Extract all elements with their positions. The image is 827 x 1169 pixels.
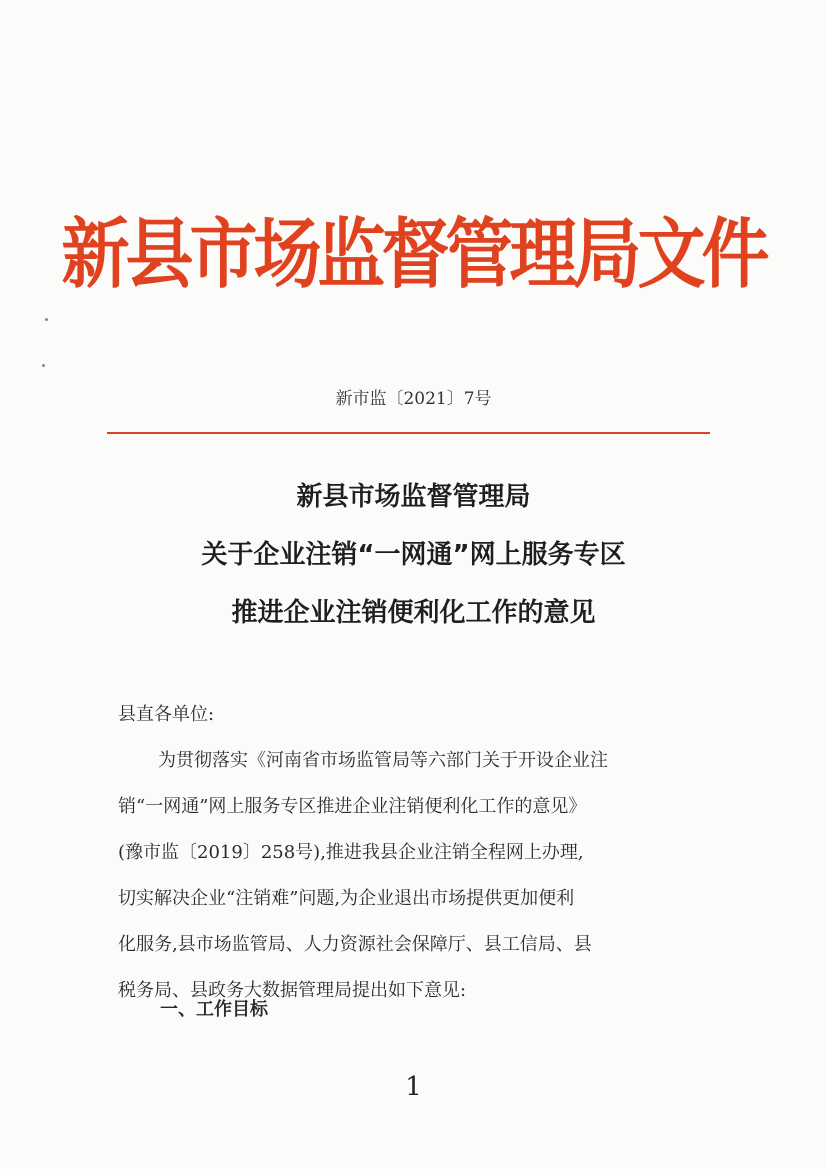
page-number: 1 (405, 1072, 422, 1102)
paragraph-line: (豫市监〔2019〕258号),推进我县企业注销全程网上办理, (118, 842, 584, 863)
paragraph-line: 税务局、县政务大数据管理局提出如下意见: (118, 980, 467, 1001)
document-number: 新市监〔2021〕7号 (335, 389, 492, 409)
title-line-1: 新县市场监督管理局 (296, 482, 531, 512)
title-line-3: 推进企业注销便利化工作的意见 (231, 598, 596, 628)
paragraph-line: 化服务,县市场监管局、人力资源社会保障厅、县工信局、县 (118, 934, 592, 955)
paragraph-line: 切实解决企业“注销难”问题,为企业退出市场提供更加便利 (118, 888, 575, 909)
section-heading: 一、工作目标 (160, 999, 268, 1020)
salutation: 县直各单位: (118, 704, 215, 725)
title-line-2: 关于企业注销“一网通”网上服务专区 (201, 540, 626, 570)
body-paragraph (118, 738, 718, 1014)
scan-speck (45, 318, 48, 321)
paragraph-line: 为贯彻落实《河南省市场监管局等六部门关于开设企业注 (158, 750, 608, 771)
paragraph-line: 销“一网通”网上服务专区推进企业注销便利化工作的意见》 (118, 796, 587, 817)
red-divider-line (107, 432, 710, 434)
scan-speck (42, 364, 45, 367)
issuer-masthead: 新县市场监督管理局文件 (61, 209, 766, 300)
